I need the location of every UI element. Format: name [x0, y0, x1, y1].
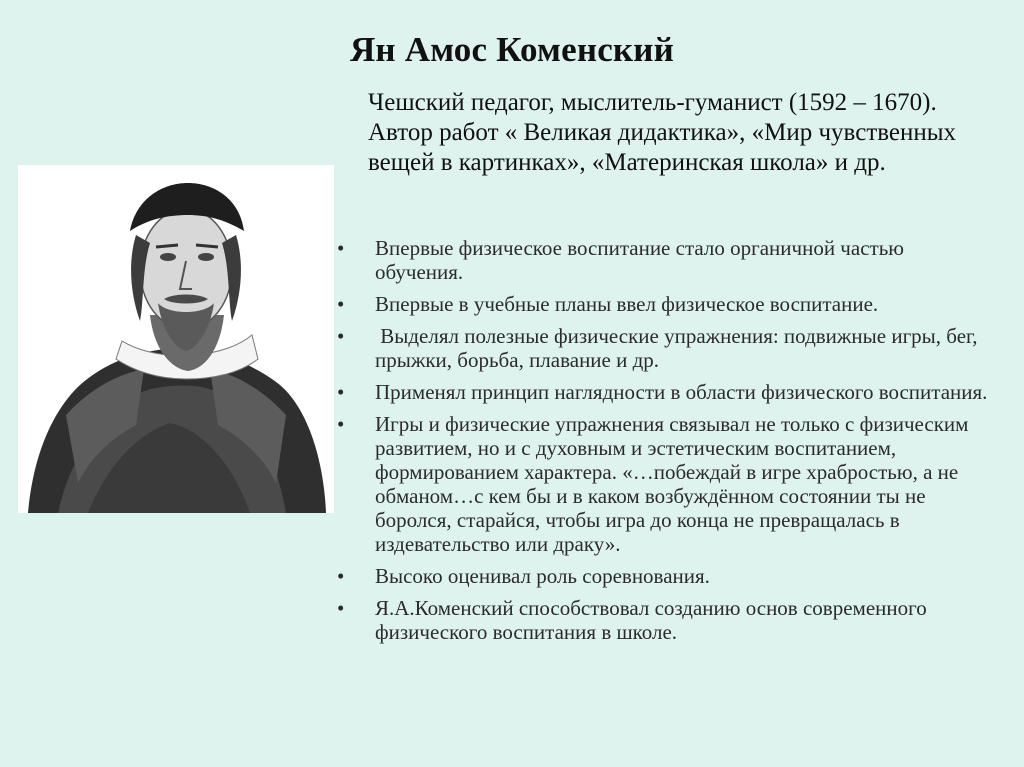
bullet-icon: •	[337, 596, 345, 620]
bullet-icon: •	[337, 236, 345, 260]
bullet-text: Высоко оценивал роль соревнования.	[375, 564, 710, 588]
bullet-text: Игры и физические упражнения связывал не только с физическим развитием, но и с духовным и эстетическим воспитанием, формированием характера. «…побеждай в игре храбростью, а не обманом…с кем бы и в каком возбуждённом состоянии ты не боролся, старайся, чтобы игра до конца не превращалась в издевательство или драку».	[375, 412, 969, 556]
bullet-list	[337, 236, 997, 652]
list-item	[337, 324, 997, 372]
bullet-icon: •	[337, 412, 345, 436]
slide-title: Ян Амос Коменский	[349, 30, 675, 69]
bullet-icon: •	[337, 324, 345, 348]
bullet-text: Я.А.Коменский способствовал созданию основ современного физического воспитания в школе.	[375, 596, 927, 644]
bullet-text: Применял принцип наглядности в области физического воспитания.	[375, 380, 988, 404]
intro-text: Чешский педагог, мыслитель-гуманист (1592 – 1670). Автор работ « Великая дидактика», «Мир чувственных вещей в картинках», «Материнская школа» и др.	[368, 89, 957, 176]
list-item	[337, 596, 997, 644]
bullet-icon: •	[337, 564, 345, 588]
list-item	[337, 380, 997, 404]
portrait-image	[18, 165, 334, 513]
bullet-text: Впервые физическое воспитание стало органичной частью обучения.	[375, 236, 904, 284]
list-item	[337, 564, 997, 588]
list-item	[337, 292, 997, 316]
bullet-icon: •	[337, 292, 345, 316]
list-item	[337, 412, 997, 556]
bullet-icon: •	[337, 380, 345, 404]
list-item	[337, 236, 997, 284]
bullet-text: Выделял полезные физические упражнения: подвижные игры, бег, прыжки, борьба, плавание и др.	[375, 324, 983, 372]
bullet-text: Впервые в учебные планы ввел физическое воспитание.	[375, 292, 879, 316]
